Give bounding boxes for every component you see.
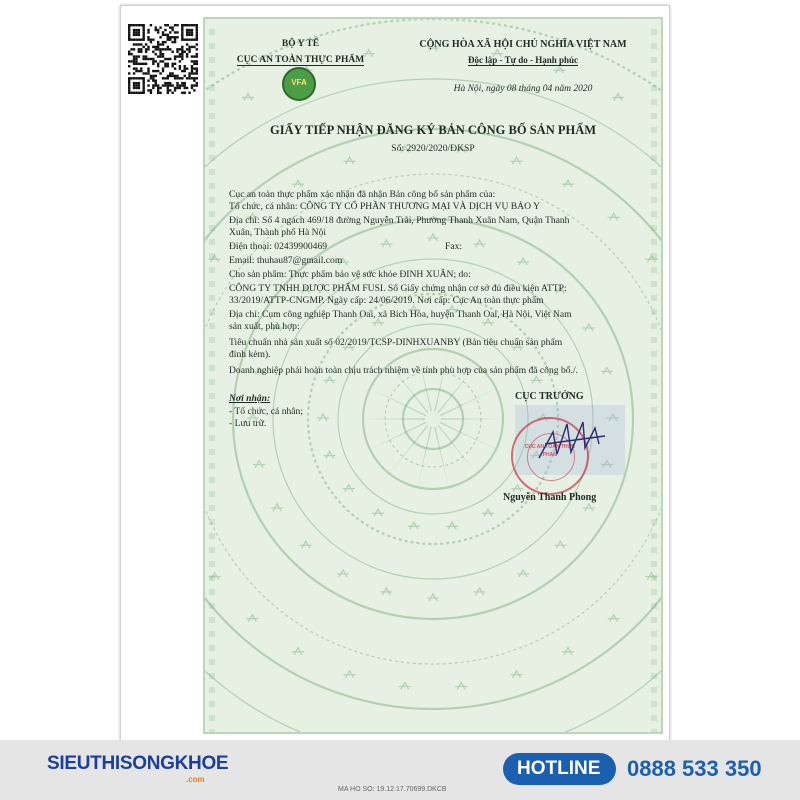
body-line: Xuân, Thành phố Hà Nội [229, 227, 327, 238]
hotline-badge[interactable] [503, 753, 616, 785]
body-line: sản xuất, phù hợp: [229, 321, 300, 332]
logo-text: VFA [291, 78, 307, 87]
recipient-item: - Lưu trữ. [229, 418, 267, 429]
body-line: Tổ chức, cá nhân: CÔNG TY CỔ PHẦN THƯƠNG MẠI VÀ DỊCH VỤ BẢO Y [229, 201, 541, 212]
republic-name: CỘNG HÒA XÃ HỘI CHỦ NGHĨA VIỆT NAM [419, 39, 627, 50]
email-line: Email: thuhau87@gmail.com [229, 255, 343, 266]
fax-label: Fax: [445, 241, 463, 252]
issuer-header [223, 39, 378, 67]
agency-logo [282, 67, 316, 101]
brand-domain: .com [186, 775, 205, 784]
agency-name: CỤC AN TOÀN THỰC PHẨM [236, 55, 365, 65]
body-line: CÔNG TY TNHH DƯỢC PHẨM FUSI. Số Giấy chứng nhận cơ sở đủ điều kiện ATTP: [229, 283, 567, 294]
hotline-label: HOTLINE [517, 758, 601, 779]
qr-code [128, 24, 198, 94]
recipients-heading: Nơi nhận: [229, 393, 271, 404]
phone-number: Điện thoại: 02439900469 [229, 241, 328, 252]
body-line: đính kèm). [229, 349, 271, 360]
body-line: 33/2019/ATTP-CNGMP. Ngày cấp: 24/06/2019. Nơi cấp: Cục An toàn thực phẩm [229, 295, 544, 306]
ministry-name: BỘ Y TẾ [281, 39, 320, 49]
stamp-text: CỤC AN TOÀN THỰC PHẨM [524, 444, 576, 458]
body-line: Tiêu chuẩn nhà sản xuất số 02/2019/TCSP-DINHXUANBY (Bản tiêu chuẩn sản phẩm [229, 337, 563, 348]
body-line: Cục an toàn thực phẩm xác nhận đã nhận Bản công bố sản phẩm của: [229, 189, 496, 200]
national-motto: Độc lập - Tự do - Hạnh phúc [467, 55, 578, 65]
document-code: MA HO SO: 19.12.17.70699.DKCB [338, 786, 447, 793]
body-line: Cho sản phẩm: Thực phẩm bảo vệ sức khỏe ĐINH XUÂN; do: [229, 269, 471, 280]
body-line: Địa chỉ: Số 4 ngách 469/18 đường Nguyễn Trãi, Phường Thanh Xuân Nam, Quận Thanh [229, 215, 570, 226]
body-line: Địa chỉ: Cụm công nghiệp Thanh Oai, xã Bích Hòa, huyện Thanh Oai, Hà Nội, Việt Nam [229, 309, 572, 320]
signer-name: Nguyễn Thanh Phong [503, 492, 597, 503]
document-title: GIẤY TIẾP NHẬN ĐĂNG KÝ BẢN CÔNG BỐ SẢN PHẨM [269, 123, 597, 137]
national-header [393, 39, 653, 94]
hotline-number[interactable]: 0888 533 350 [627, 756, 762, 781]
signer-role: CỤC TRƯỞNG [515, 391, 584, 402]
document-number: Số: 2920/2020/ĐKSP [391, 143, 475, 154]
signature-scribble [535, 414, 615, 474]
recipient-item: - Tổ chức, cá nhân; [229, 406, 304, 417]
body-line: Doanh nghiệp phải hoàn toàn chịu trách nhiệm về tính phù hợp của sản phẩm đã công bố./. [229, 365, 579, 376]
issue-date: Hà Nội, ngày 08 tháng 04 năm 2020 [453, 84, 593, 94]
brand-logo[interactable]: SIEUTHISONGKHOE [47, 753, 229, 774]
certificate [203, 17, 663, 734]
